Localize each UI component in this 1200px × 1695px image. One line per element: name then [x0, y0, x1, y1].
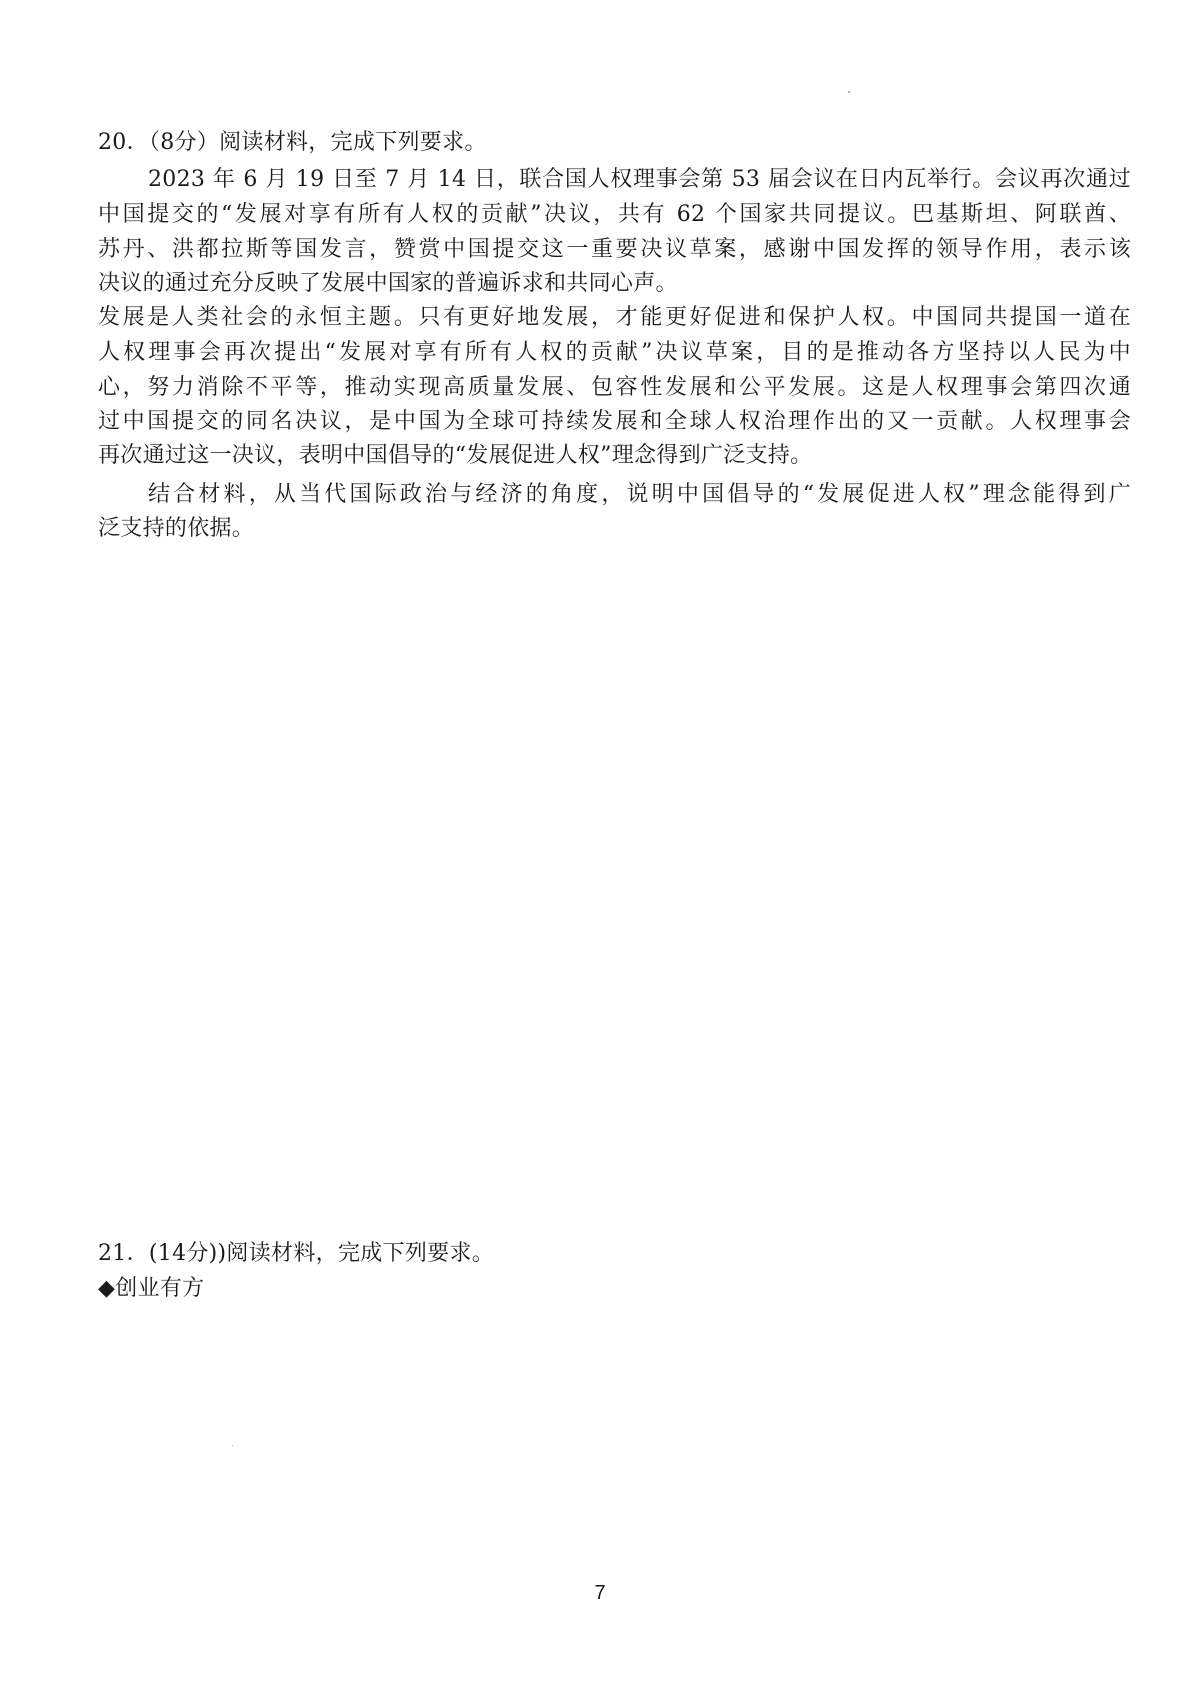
q21-header: 21．(14分))阅读材料，完成下列要求。	[98, 1241, 495, 1266]
q20-header: 20．（8分）阅读材料，完成下列要求。	[98, 130, 487, 155]
scan-speck	[232, 1445, 233, 1446]
q20-material1-line: 决议的通过充分反映了发展中国家的普遍诉求和共同心声。	[98, 271, 678, 296]
scan-speck	[848, 91, 850, 93]
q20-material2-line: 过中国提交的同名决议，是中国为全球可持续发展和全球人权治理作出的又一贡献。人权理事会	[98, 409, 1131, 434]
q20-material2-line: 再次通过这一决议，表明中国倡导的“发展促进人权”理念得到广泛支持。	[98, 443, 813, 468]
q20-material2-line: 心，努力消除不平等，推动实现高质量发展、包容性发展和公平发展。这是人权理事会第四次通	[98, 375, 1131, 400]
answer-space	[98, 560, 1131, 1220]
q20-question-line: 结合材料，从当代国际政治与经济的角度，说明中国倡导的“发展促进人权”理念能得到广	[148, 482, 1131, 507]
q20-material1-line: 2023 年 6 月 19 日至 7 月 14 日，联合国人权理事会第 53 届会议在日内瓦举行。会议再次通过	[148, 167, 1131, 192]
q20-material1-line: 中国提交的“发展对享有所有人权的贡献”决议，共有 62 个国家共同提议。巴基斯坦、阿联酋、	[98, 202, 1131, 227]
page-number: 7	[594, 1582, 606, 1604]
q20-material2-line: 人权理事会再次提出“发展对享有所有人权的贡献”决议草案，目的是推动各方坚持以人民为中	[98, 340, 1131, 365]
q20-material1-line: 苏丹、洪都拉斯等国发言，赞赏中国提交这一重要决议草案，感谢中国发挥的领导作用，表示该	[98, 237, 1131, 262]
q20-question-line: 泛支持的依据。	[98, 516, 255, 541]
q21-section-heading: ◆创业有方	[98, 1276, 205, 1301]
q20-material2-line: 发展是人类社会的永恒主题。只有更好地发展，才能更好促进和保护人权。中国同共提国一道在	[98, 305, 1131, 330]
